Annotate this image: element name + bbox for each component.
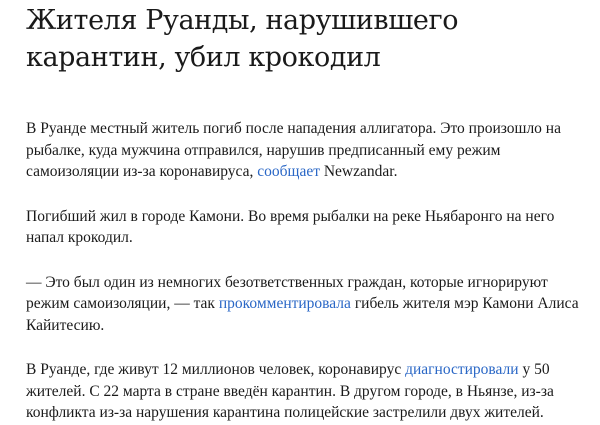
article-paragraph-1 xyxy=(26,118,581,183)
paragraph-text: Newzandar. xyxy=(319,163,398,180)
paragraph-text: гибель жителя мэр Камони Алиса Кайитесию. xyxy=(26,295,579,334)
article-headline: Жителя Руанды, нарушившего карантин, убил крокодил xyxy=(26,5,459,73)
paragraph-text: — Это был один из немногих безответственных граждан, которые игнорируют режим самоизоляции, — так xyxy=(26,273,548,312)
source-link[interactable]: сообщает xyxy=(257,163,320,180)
paragraph-text: В Руанде, где живут 12 миллионов человек, коронавирус xyxy=(26,361,406,378)
article-paragraph-2: Погибший жил в городе Камони. Во время рыбалки на реке Ньябаронго на него напал крокодил. xyxy=(26,207,555,246)
article-paragraph-3 xyxy=(26,272,581,337)
paragraph-text: у 50 жителей. С 22 марта в стране введён карантин. В другом городе, в Ньянзе, из-за конфликта из-за нарушения карантина полицейские застрелили двух жителей. xyxy=(26,361,554,421)
article-paragraph-4 xyxy=(26,359,581,424)
article xyxy=(26,0,581,424)
comment-link[interactable]: прокомментировала xyxy=(218,295,351,312)
paragraph-text: В Руанде местный житель погиб после нападения аллигатора. Это произошло на рыбалке, куда мужчина отправился, нарушив предписанный ему режим самоизоляции из-за коронавируса, xyxy=(26,120,561,180)
diagnosed-link[interactable]: диагностировали xyxy=(405,361,519,378)
